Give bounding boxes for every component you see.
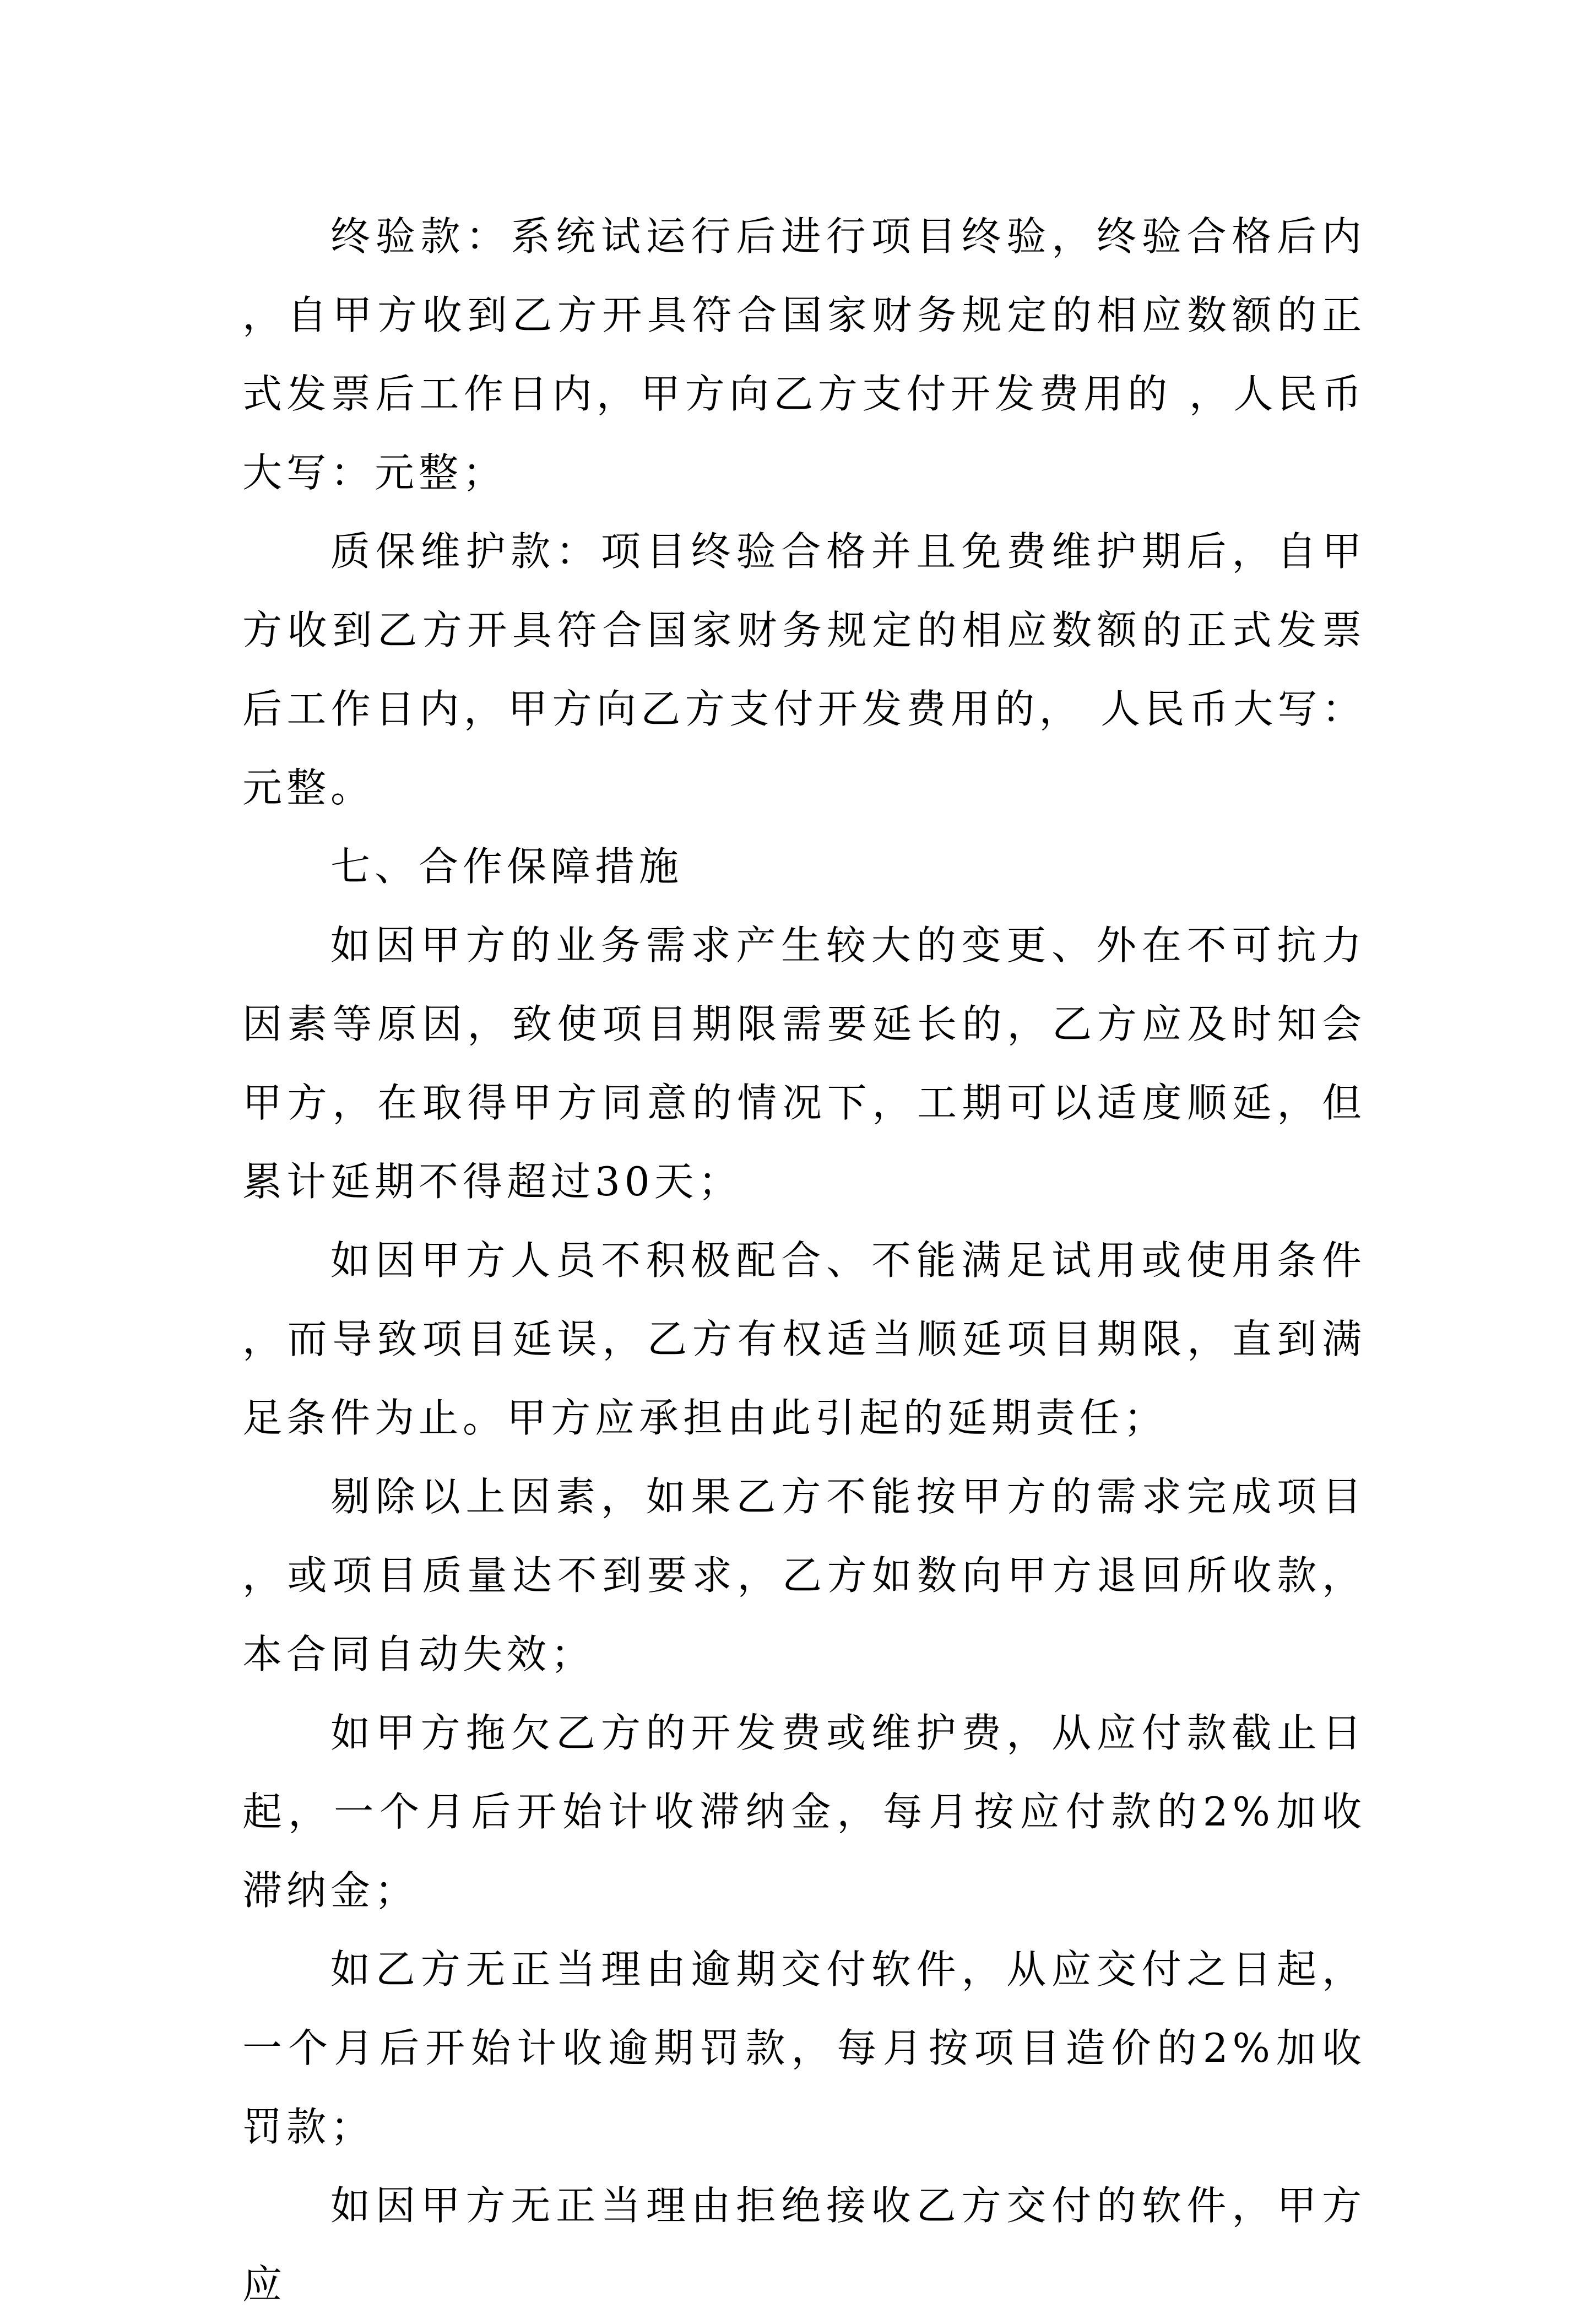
paragraph-refund-termination: 剔除以上因素，如果乙方不能按甲方的需求完成项目，或项目质量达不到要求，乙方如数向甲方退回所收款，本合同自动失效； (242, 1474, 1366, 1677)
paragraph-final-acceptance-payment: 终验款：系统试运行后进行项目终验，终验合格后内，自甲方收到乙方开具符合国家财务规定的相应数额的正式发票后工作日内，甲方向乙方支付开发费用的 ，人民币大写：元整； (242, 213, 1366, 496)
paragraph-late-payment-penalty: 如甲方拖欠乙方的开发费或维护费，从应付款截止日起，一个月后开始计收滞纳金，每月按应付款的2%加收滞纳金； (242, 1710, 1366, 1914)
paragraph-warranty-maintenance-payment: 质保维护款：项目终验合格并且免费维护期后，自甲方收到乙方开具符合国家财务规定的相应数额的正式发票后工作日内，甲方向乙方支付开发费用的， 人民币大写：元整。 (242, 528, 1366, 811)
paragraph-refusal-to-accept: 如因甲方无正当理由拒绝接收乙方交付的软件，甲方应 (242, 2182, 1366, 2307)
document-body (242, 197, 1366, 2324)
paragraph-late-delivery-penalty: 如乙方无正当理由逾期交付软件，从应交付之日起，一个月后开始计收逾期罚款，每月按项目造价的2%加收罚款； (242, 1946, 1366, 2150)
paragraph-party-a-cooperation-delay: 如因甲方人员不积极配合、不能满足试用或使用条件，而导致项目延误，乙方有权适当顺延项目期限，直到满足条件为止。甲方应承担由此引起的延期责任； (242, 1237, 1366, 1441)
paragraph-requirement-change-extension: 如因甲方的业务需求产生较大的变更、外在不可抗力因素等原因，致使项目期限需要延长的，乙方应及时知会甲方，在取得甲方同意的情况下，工期可以适度顺延，但累计延期不得超过30天； (242, 922, 1366, 1205)
section-heading-cooperation-guarantee: 七、合作保障措施 (330, 843, 684, 890)
